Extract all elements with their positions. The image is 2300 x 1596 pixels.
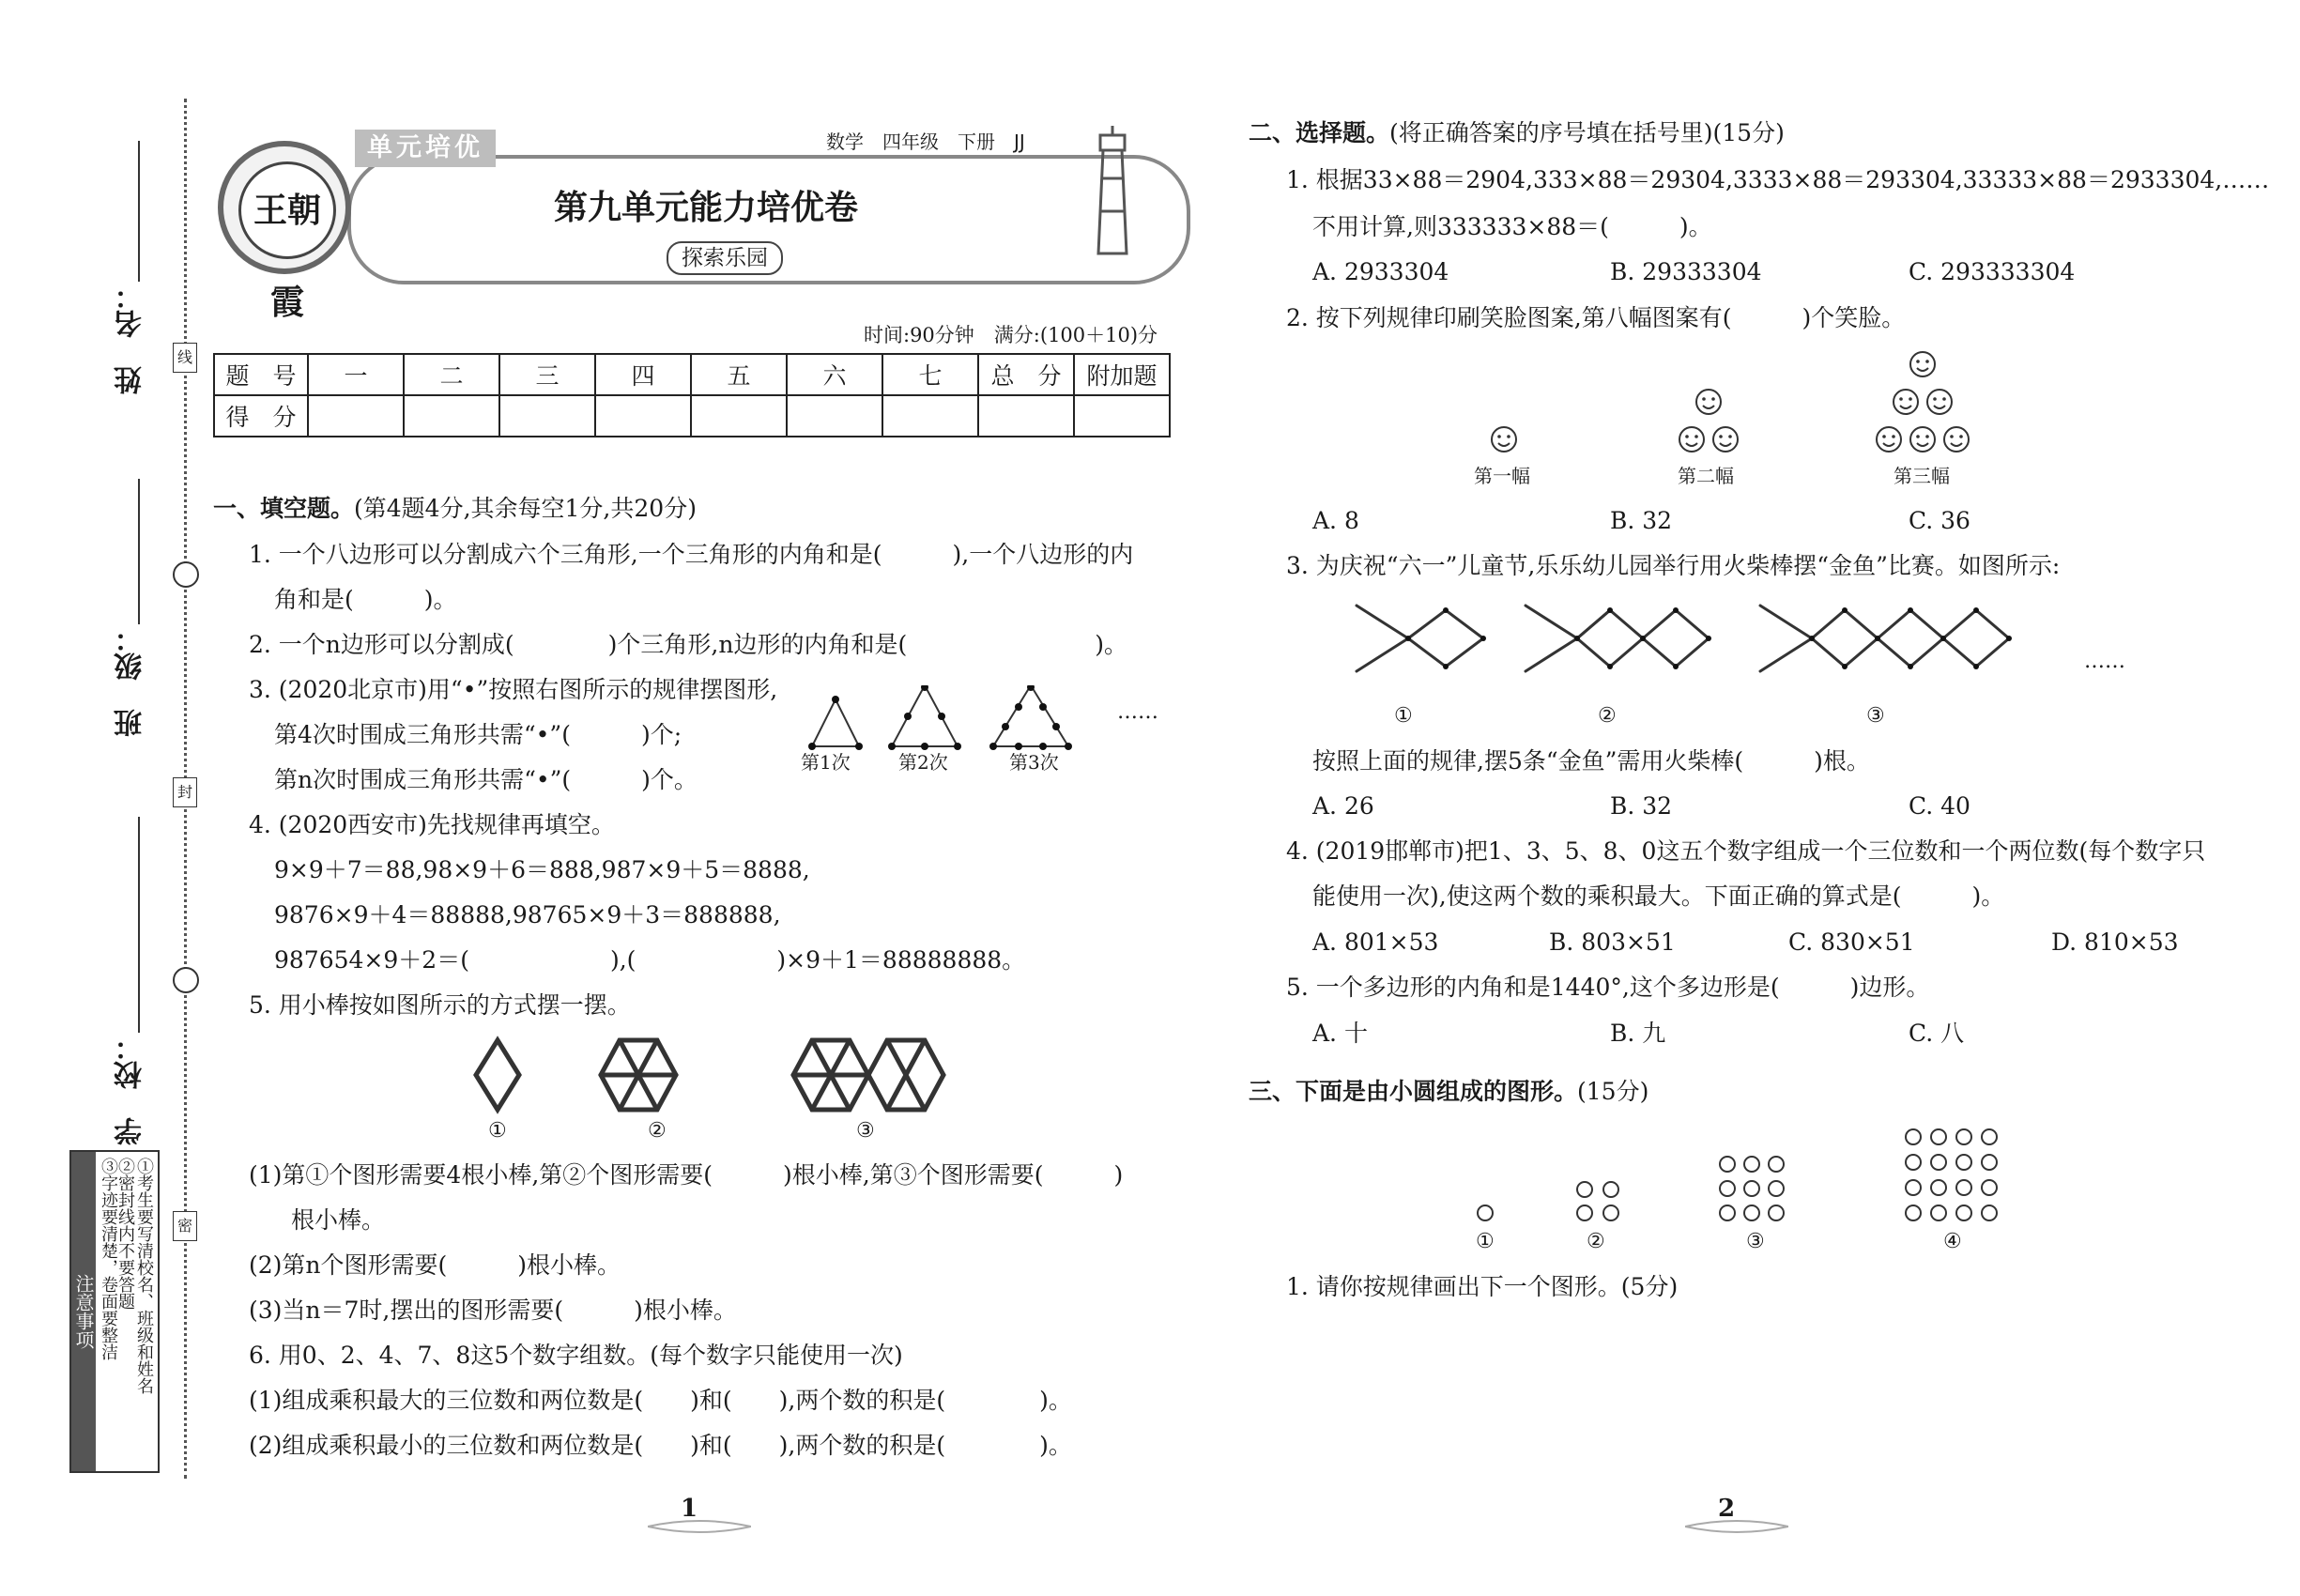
table-header-cell: 六 [787,354,882,395]
small-circle [1931,1205,1946,1220]
small-circle [1956,1155,1971,1170]
small-circle [1906,1205,1921,1220]
section-note: (将正确答案的序号填在括号里)(15分) [1389,119,1785,146]
cut-mark-seal: 封 [173,777,197,807]
figure-caption: ③ [856,1119,875,1143]
lighthouse-icon [1080,122,1145,263]
question-text: 根小棒。 [291,1206,386,1234]
small-circle [1906,1129,1921,1144]
brand-logo [218,141,351,322]
goldfish-figure [1352,591,2065,695]
option-c[interactable]: C. 40 [1909,792,1970,820]
question-text: 3. 为庆祝“六一”儿童节,乐乐幼儿园举行用火柴棒摆“金鱼”比赛。如图所示: [1286,552,2061,579]
unit-tag: 单元培优 [355,130,496,167]
page-ornament-icon [1685,1519,1788,1534]
question-text: (2)组成乘积最小的三位数和两位数是( )和( ),两个数的积是( )。 [249,1432,1072,1459]
small-circle [1720,1157,1735,1172]
question-text: 9×9＋7＝88,98×9＋6＝888,987×9＋5＝8888, [274,856,810,883]
small-circle [1956,1205,1971,1220]
score-cell[interactable] [1074,395,1170,437]
small-circle [1931,1129,1946,1144]
section-note: (第4题4分,其余每空1分,共20分) [354,495,697,522]
score-cell[interactable] [691,395,787,437]
table-header-cell: 三 [499,354,595,395]
option-b[interactable]: B. 32 [1610,792,1673,820]
small-circle [1982,1129,1997,1144]
question-text: 1. 根据33×88＝2904,333×88＝29304,3333×88＝293304,33333×88＝2933304,…… [1286,166,2270,193]
page-subtitle: 探索乐园 [667,241,783,275]
option-b[interactable]: B. 32 [1610,507,1673,534]
section-1-heading [213,493,697,525]
small-circle [1982,1180,1997,1195]
question-text: 第4次时围成三角形共需“•”( )个; [274,721,682,748]
table-header-cell: 附加题 [1074,354,1170,395]
page-ornament-icon [648,1519,751,1534]
score-cell[interactable] [882,395,978,437]
notice-item: ②密封线内不要答题 [115,1158,135,1310]
question-text: 能使用一次),使这两个数的乘积最大。下面正确的算式是( )。 [1312,882,2005,910]
score-table [213,353,1171,437]
question-text: 5. 用小棒按如图所示的方式摆一摆。 [249,991,631,1019]
question-text: 1. 一个八边形可以分割成六个三角形,一个三角形的内角和是( ),一个八边形的内 [249,541,1134,568]
figure-caption: ③ [1866,704,1885,728]
logo-text: 王朝霞 [238,161,336,259]
question-text: (1)第①个图形需要4根小棒,第②个图形需要( )根小棒,第③个图形需要( ) [249,1161,1124,1189]
cut-mark-dense: 密 [173,1211,197,1241]
class-field-label: 班 级： [115,624,147,737]
notice-title: 注意事项 [71,1152,96,1471]
option-d[interactable]: D. 810×53 [2051,928,2179,956]
small-circle [1720,1205,1735,1220]
notice-item: ①考生要写清校名、班级和姓名 [134,1158,154,1394]
small-circle [1744,1181,1759,1196]
option-b[interactable]: B. 29333304 [1610,258,1762,285]
small-circle [1744,1157,1759,1172]
smiley-icon [1944,427,1969,452]
smiley-icon [1679,427,1704,452]
option-a[interactable]: A. 十 [1312,1020,1368,1047]
option-a[interactable]: A. 2933304 [1312,258,1449,285]
score-cell[interactable] [404,395,499,437]
smiley-figure [1474,343,2000,465]
option-c[interactable]: C. 830×51 [1788,928,1915,956]
table-header-cell: 二 [404,354,499,395]
score-cell[interactable] [595,395,691,437]
figure-caption: ① [488,1119,507,1143]
small-circle [1982,1155,1997,1170]
notice-box [69,1150,160,1473]
figure-caption: 第二幅 [1678,465,1734,487]
question-text: 2. 按下列规律印刷笑脸图案,第八幅图案有( )个笑脸。 [1286,304,1906,331]
small-circle [1956,1180,1971,1195]
figure-caption: 第1次 [801,751,851,774]
time-info: 时间:90分钟 满分:(100＋10)分 [864,324,1158,346]
school-field-line[interactable] [138,817,140,1033]
book-meta: 数学 四年级 下册 JJ [826,130,1025,153]
page-title: 第九单元能力培优卷 [554,189,859,227]
smiley-icon [1877,427,1901,452]
figure-caption: ④ [1943,1230,1962,1253]
question-text: 6. 用0、2、4、7、8这5个数字组数。(每个数字只能使用一次) [249,1342,903,1369]
question-text: 1. 请你按规律画出下一个图形。(5分) [1286,1273,1679,1300]
circle-grid-figure [1464,1117,2028,1230]
question-text: 按照上面的规律,摆5条“金鱼”需用火柴棒( )根。 [1312,747,1870,775]
section-title: 三、下面是由小圆组成的图形。 [1249,1078,1578,1105]
section-note: (15分) [1577,1078,1649,1105]
figure-caption: ② [1598,704,1617,728]
more-ellipsis: …… [1117,700,1158,724]
small-circle [1906,1155,1921,1170]
school-field-label: 学 校： [115,1033,147,1145]
question-text: 987654×9＋2＝( ),( )×9＋1＝88888888。 [274,946,1026,974]
figure-caption: 第三幅 [1894,465,1950,487]
seal-icon [173,967,199,993]
question-text: 9876×9＋4＝88888,98765×9＋3＝888888, [274,901,781,928]
notice-item: ③字迹要清楚，卷面要整洁 [99,1158,118,1360]
small-circle [1744,1205,1759,1220]
section-title: 二、选择题。 [1249,119,1390,146]
figure-caption: ① [1394,704,1413,728]
table-header-cell: 总 分 [978,354,1074,395]
seal-icon [173,561,199,588]
smiley-icon [1927,390,1952,414]
option-c[interactable]: C. 八 [1909,1020,1965,1047]
page-number: 1 [681,1495,698,1523]
table-row [214,395,1170,437]
table-header-cell: 五 [691,354,787,395]
score-cell[interactable] [308,395,404,437]
option-a[interactable]: A. 801×53 [1312,928,1439,956]
table-header-cell: 得 分 [214,395,308,437]
figure-caption: 第一幅 [1474,465,1530,487]
score-cell[interactable] [978,395,1074,437]
question-text: (3)当n＝7时,摆出的图形需要( )根小棒。 [249,1297,737,1324]
option-c[interactable]: C. 293333304 [1909,258,2076,285]
question-text: (1)组成乘积最大的三位数和两位数是( )和( ),两个数的积是( )。 [249,1387,1072,1414]
section-title: 一、填空题。 [213,495,355,522]
smiley-icon [1910,427,1935,452]
smiley-icon [1910,352,1935,376]
cut-mark-line: 线 [173,343,197,373]
small-circle [1931,1180,1946,1195]
question-text: 4. (2019邯郸市)把1、3、5、8、0这五个数字组成一个三位数和一个两位数(每个数字只 [1286,837,2206,865]
option-c[interactable]: C. 36 [1909,507,1970,534]
small-circle [1769,1157,1784,1172]
figure-caption: ③ [1746,1230,1765,1253]
score-cell[interactable] [787,395,882,437]
question-text: 角和是( )。 [274,586,457,613]
small-circle [1931,1155,1946,1170]
sticks-figure [465,1033,972,1122]
small-circle [1769,1181,1784,1196]
figure-caption: ② [648,1119,667,1143]
name-field-label: 姓 名： [115,282,147,394]
table-header-cell: 四 [595,354,691,395]
option-b[interactable]: B. 九 [1610,1020,1666,1047]
table-header-cell: 一 [308,354,404,395]
smiley-icon [1894,390,1918,414]
question-text: 4. (2020西安市)先找规律再填空。 [249,811,615,838]
figure-caption: 第3次 [1009,751,1059,774]
section-3-heading [1249,1076,1648,1108]
more-ellipsis: …… [2084,650,2125,673]
small-circle [1906,1180,1921,1195]
section-2-heading [1249,117,1785,149]
question-text: 第n次时围成三角形共需“•”( )个。 [274,766,698,793]
question-text: 2. 一个n边形可以分割成( )个三角形,n边形的内角和是( )。 [249,631,1127,658]
question-text: 5. 一个多边形的内角和是1440°,这个多边形是( )边形。 [1286,974,1930,1001]
question-text: (2)第n个图形需要( )根小棒。 [249,1251,621,1279]
option-a[interactable]: A. 8 [1312,507,1359,534]
figure-caption: 第2次 [898,751,948,774]
option-b[interactable]: B. 803×51 [1549,928,1676,956]
small-circle [1982,1205,1997,1220]
page-number: 2 [1718,1495,1736,1523]
question-text: 不用计算,则333333×88＝( )。 [1312,213,1712,240]
question-text: 3. (2020北京市)用“•”按照右图所示的规律摆图形, [249,676,778,703]
small-circle [1720,1181,1735,1196]
class-field-line[interactable] [138,479,140,624]
smiley-icon [1713,427,1738,452]
score-cell[interactable] [499,395,595,437]
table-header-cell: 题 号 [214,354,308,395]
small-circle [1769,1205,1784,1220]
figure-caption: ① [1476,1230,1495,1253]
name-field-line[interactable] [138,141,140,282]
table-row [214,354,1170,395]
table-header-cell: 七 [882,354,978,395]
option-a[interactable]: A. 26 [1312,792,1374,820]
smiley-icon [1696,390,1721,414]
smiley-icon [1492,427,1516,452]
small-circle [1956,1129,1971,1144]
figure-caption: ② [1587,1230,1605,1253]
